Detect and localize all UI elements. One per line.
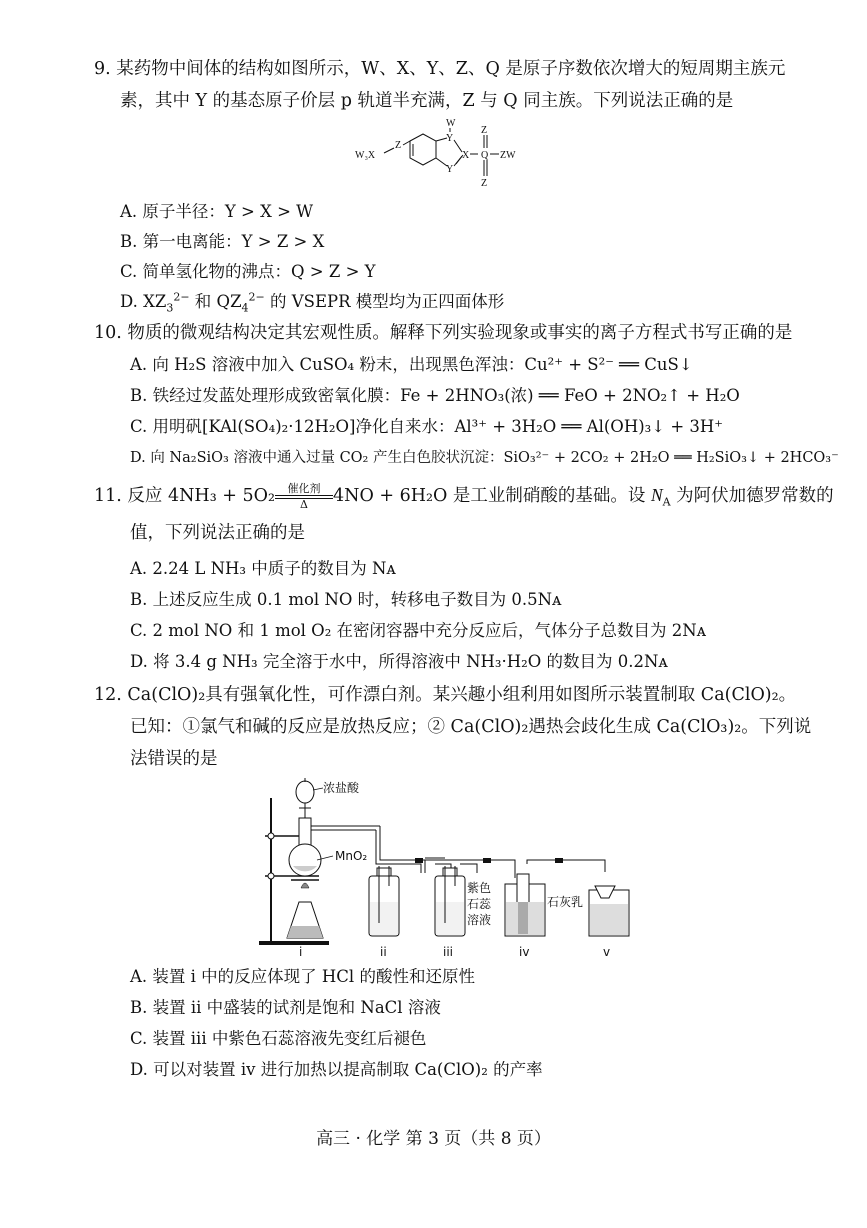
structure-zw-label: ZW bbox=[500, 150, 516, 161]
litmus-label-1: 紫色 bbox=[467, 881, 492, 895]
q10-option-c: C. 用明矾[KAl(SO₄)₂·12H₂O]净化自来水：Al³⁺ + 3H₂O ══ Al(OH)₃↓ + 3H⁺ bbox=[130, 417, 724, 436]
bottle-ii bbox=[369, 866, 399, 936]
apparatus-label-ii: ii bbox=[380, 945, 387, 958]
q11-stem-line2: 值，下列说法正确的是 bbox=[130, 523, 305, 543]
q12-stem-line3: 法错误的是 bbox=[130, 749, 218, 769]
q10-options bbox=[130, 352, 839, 471]
apparatus-label-v: v bbox=[603, 945, 611, 958]
q12-apparatus-diagram bbox=[255, 778, 645, 958]
q10-stem bbox=[94, 318, 792, 348]
page-footer: 高三 · 化学 第 3 页（共 8 页） bbox=[316, 1129, 551, 1149]
q9-option-b: B. 第一电离能：Y > Z > X bbox=[120, 232, 325, 251]
bottle-iii bbox=[435, 866, 465, 936]
structure-y-top-label: Y bbox=[446, 133, 454, 144]
q9-stem-line2: 素，其中 Y 的基态原子价层 p 轨道半充满，Z 与 Q 同主族。下列说法正确的是 bbox=[120, 91, 734, 111]
q12-stem-line2: 已知：①氯气和碱的反应是放热反应；② Ca(ClO)₂遇热会歧化生成 Ca(ClO₃)₂。下列说 bbox=[130, 717, 812, 737]
alcohol-lamp bbox=[287, 880, 323, 938]
structure-q-label: Q bbox=[481, 150, 489, 161]
q11-option-d: D. 将 3.4 g NH₃ 完全溶于水中，所得溶液中 NH₃·H₂O 的数目为 0.2Nᴀ bbox=[130, 652, 668, 671]
apparatus-label-iv: iv bbox=[519, 945, 530, 958]
structure-z-bottom-label: Z bbox=[481, 178, 488, 189]
litmus-label-3: 溶液 bbox=[467, 913, 492, 927]
q9-option-a: A. 原子半径：Y > X > W bbox=[120, 202, 314, 221]
lime-milk-label: 石灰乳 bbox=[547, 895, 584, 909]
q11-stem: 11. 反应 4NH₃ + 5O₂ 催化剂 Δ 4NO + 6H₂O 是工业制硝酸的基础。设 $N_A$ 为阿伏加德罗常数的 bbox=[94, 481, 834, 511]
structure-z-label: Z bbox=[395, 140, 402, 151]
q12-option-c: C. 装置 iii 中紫色石蕊溶液先变红后褪色 bbox=[130, 1029, 427, 1048]
litmus-label-2: 石蕊 bbox=[467, 897, 492, 911]
q10-option-a: A. 向 H₂S 溶液中加入 CuSO₄ 粉末，出现黑色浑浊：Cu²⁺ + S²⁻ ══ CuS↓ bbox=[130, 355, 693, 374]
na-symbol: N bbox=[650, 485, 663, 505]
q9-option-c: C. 简单氢化物的沸点：Q > Z > Y bbox=[120, 262, 376, 281]
q10-option-b: B. 铁经过发蓝处理形成致密氧化膜：Fe + 2HNO₃(浓) ══ FeO + 2NO₂↑ + H₂O bbox=[130, 386, 740, 405]
q12-number: 12. bbox=[94, 685, 122, 705]
structure-x-label: X bbox=[462, 150, 470, 161]
q11-option-b: B. 上述反应生成 0.1 mol NO 时，转移电子数目为 0.5Nᴀ bbox=[130, 590, 562, 609]
q10-stem-text: 物质的微观结构决定其宏观性质。解释下列实验现象或事实的离子方程式书写正确的是 bbox=[127, 323, 793, 343]
q12-option-a: A. 装置 i 中的反应体现了 HCl 的酸性和还原性 bbox=[130, 967, 475, 986]
apparatus-label-i: i bbox=[299, 945, 303, 958]
beaker-iv bbox=[505, 874, 545, 936]
round-bottom-flask bbox=[289, 818, 380, 876]
q12-option-d: D. 可以对装置 iv 进行加热以提高制取 Ca(ClO)₂ 的产率 bbox=[130, 1060, 543, 1079]
q9-number: 9. bbox=[94, 59, 111, 79]
q9-structure-diagram bbox=[350, 118, 540, 192]
beaker-v bbox=[589, 886, 629, 936]
q12-line1: Ca(ClO)₂具有强氧化性，可作漂白剂。某兴趣小组利用如图所示装置制取 Ca(ClO)₂。 bbox=[127, 685, 797, 705]
mno2-label: MnO₂ bbox=[335, 849, 368, 863]
q11-options bbox=[130, 556, 706, 675]
apparatus-label-iii: iii bbox=[443, 945, 454, 958]
structure-z-top-label: Z bbox=[481, 125, 488, 136]
q9-options bbox=[120, 199, 504, 315]
q12-stem bbox=[94, 680, 796, 710]
q12-options bbox=[130, 964, 543, 1083]
q9-line1: 某药物中间体的结构如图所示，W、X、Y、Z、Q 是原子序数依次增大的短周期主族元 bbox=[116, 59, 786, 79]
structure-y-bottom-label: Y bbox=[446, 164, 454, 175]
q11-number: 11. bbox=[94, 486, 122, 506]
heat-label: Δ bbox=[300, 497, 308, 511]
q9-stem bbox=[94, 54, 785, 84]
structure-w3x-label: W₃X bbox=[355, 150, 376, 161]
q11-option-c: C. 2 mol NO 和 1 mol O₂ 在密闭容器中充分反应后，气体分子总数目为 2Nᴀ bbox=[130, 621, 707, 640]
q12-option-b: B. 装置 ii 中盛装的试剂是饱和 NaCl 溶液 bbox=[130, 998, 441, 1017]
gas-tubes bbox=[376, 826, 605, 878]
q9-option-d: D. $XZ_3^{2-}$ 和 $QZ_4^{2-}$ 的 VSEPR 模型均为正四面体形 bbox=[120, 290, 505, 315]
catalyst-label: 催化剂 bbox=[287, 481, 321, 495]
q10-number: 10. bbox=[94, 323, 122, 343]
hcl-label: 浓盐酸 bbox=[323, 781, 360, 795]
q11-option-a: A. 2.24 L NH₃ 中质子的数目为 Nᴀ bbox=[130, 559, 396, 578]
q10-option-d: D. 向 Na₂SiO₃ 溶液中通入过量 CO₂ 产生白色胶状沉淀：SiO₃²⁻ + 2CO₂ + 2H₂O ══ H₂SiO₃↓ + 2HCO₃⁻ bbox=[130, 450, 839, 466]
reaction-condition bbox=[275, 483, 333, 511]
structure-w-top-label: W bbox=[446, 118, 456, 129]
